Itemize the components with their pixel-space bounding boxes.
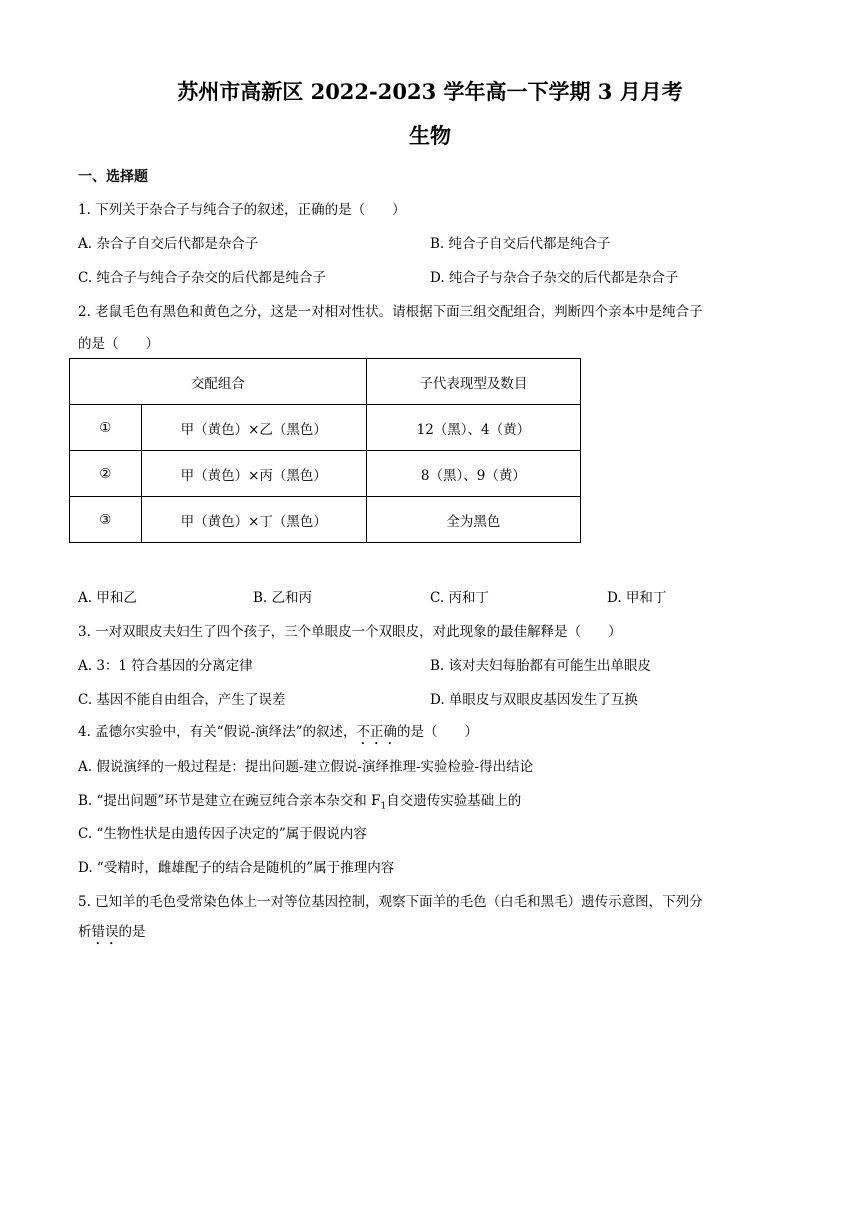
q4-option-b	[78, 789, 522, 812]
table-header-row	[70, 359, 581, 405]
row-number: ②	[70, 451, 142, 497]
q4-option-b-subscript: 1	[380, 801, 387, 812]
q5-stem-line1: 5. 已知羊的毛色受常染色体上一对等位基因控制，观察下面羊的毛色（白毛和黑毛）遗传示意图，下列分	[78, 894, 703, 910]
header-offspring: 子代表现型及数目	[366, 359, 580, 405]
q4-stem-pre: 4. 孟德尔实验中，有关“假说-演绎法”的叙述，	[78, 724, 357, 740]
row-cross: 甲（黄色）×丙（黑色）	[141, 451, 366, 497]
q1-option-d: D. 纯合子与杂合子杂交的后代都是杂合子	[430, 270, 679, 286]
q3-option-c: C. 基因不能自由组合，产生了误差	[78, 692, 286, 708]
row-number: ①	[70, 405, 142, 451]
q1-stem: 1. 下列关于杂合子与纯合子的叙述，正确的是（ ）	[78, 202, 406, 218]
section-heading: 一、选择题	[78, 169, 148, 185]
q3-stem: 3. 一对双眼皮夫妇生了四个孩子，三个单眼皮一个双眼皮，对此现象的最佳解释是（ ）	[78, 624, 622, 640]
q1-option-a: A. 杂合子自交后代都是杂合子	[78, 236, 259, 252]
q4-stem	[78, 720, 478, 748]
q4-option-b-post: 自交遗传实验基础上的	[386, 793, 522, 809]
q5-stem-emphasis: 错误	[91, 924, 119, 940]
q5-stem-post: 的是	[118, 924, 146, 940]
q4-option-b-pre: B. “提出问题”环节是建立在豌豆纯合亲本杂交和 F	[78, 793, 381, 809]
q5-stem-line2	[78, 920, 146, 948]
q4-option-c: C. “生物性状是由遗传因子决定的”属于假说内容	[78, 826, 367, 842]
exam-title: 苏州市高新区 2022-2023 学年高一下学期 3 月月考	[177, 79, 683, 104]
row-offspring: 全为黑色	[366, 497, 580, 543]
subject-title: 生物	[409, 123, 451, 148]
q2-option-d: D. 甲和丁	[607, 590, 667, 606]
q4-stem-emphasis: 不正确	[356, 724, 398, 740]
q1-option-b: B. 纯合子自交后代都是纯合子	[430, 236, 611, 252]
q3-option-a: A. 3：1 符合基因的分离定律	[78, 658, 253, 674]
row-number: ③	[70, 497, 142, 543]
q2-option-c: C. 丙和丁	[430, 590, 489, 606]
table-row	[70, 497, 581, 543]
q2-option-b: B. 乙和丙	[253, 590, 313, 606]
mating-table	[69, 358, 581, 543]
row-cross: 甲（黄色）×丁（黑色）	[141, 497, 366, 543]
q1-option-c: C. 纯合子与纯合子杂交的后代都是纯合子	[78, 270, 326, 286]
table-row	[70, 405, 581, 451]
q5-stem-pre: 析	[78, 924, 92, 940]
row-offspring: 12（黑）、4（黄）	[366, 405, 580, 451]
header-cross: 交配组合	[70, 359, 367, 405]
q4-stem-post: 的是（ ）	[397, 724, 479, 740]
q2-option-a: A. 甲和乙	[78, 590, 137, 606]
q2-stem-line1: 2. 老鼠毛色有黑色和黄色之分，这是一对相对性状。请根据下面三组交配组合，判断四个亲本中是纯合子	[78, 304, 703, 320]
row-offspring: 8（黑）、9（黄）	[366, 451, 580, 497]
row-cross: 甲（黄色）×乙（黑色）	[141, 405, 366, 451]
q3-option-d: D. 单眼皮与双眼皮基因发生了互换	[430, 692, 638, 708]
q2-stem-line2: 的是（ ）	[78, 336, 159, 352]
table-row	[70, 451, 581, 497]
q4-option-d: D. “受精时，雌雄配子的结合是随机的”属于推理内容	[78, 860, 395, 876]
q3-option-b: B. 该对夫妇每胎都有可能生出单眼皮	[430, 658, 652, 674]
q4-option-a: A. 假说演绎的一般过程是：提出问题-建立假说-演绎推理-实验检验-得出结论	[78, 759, 534, 775]
